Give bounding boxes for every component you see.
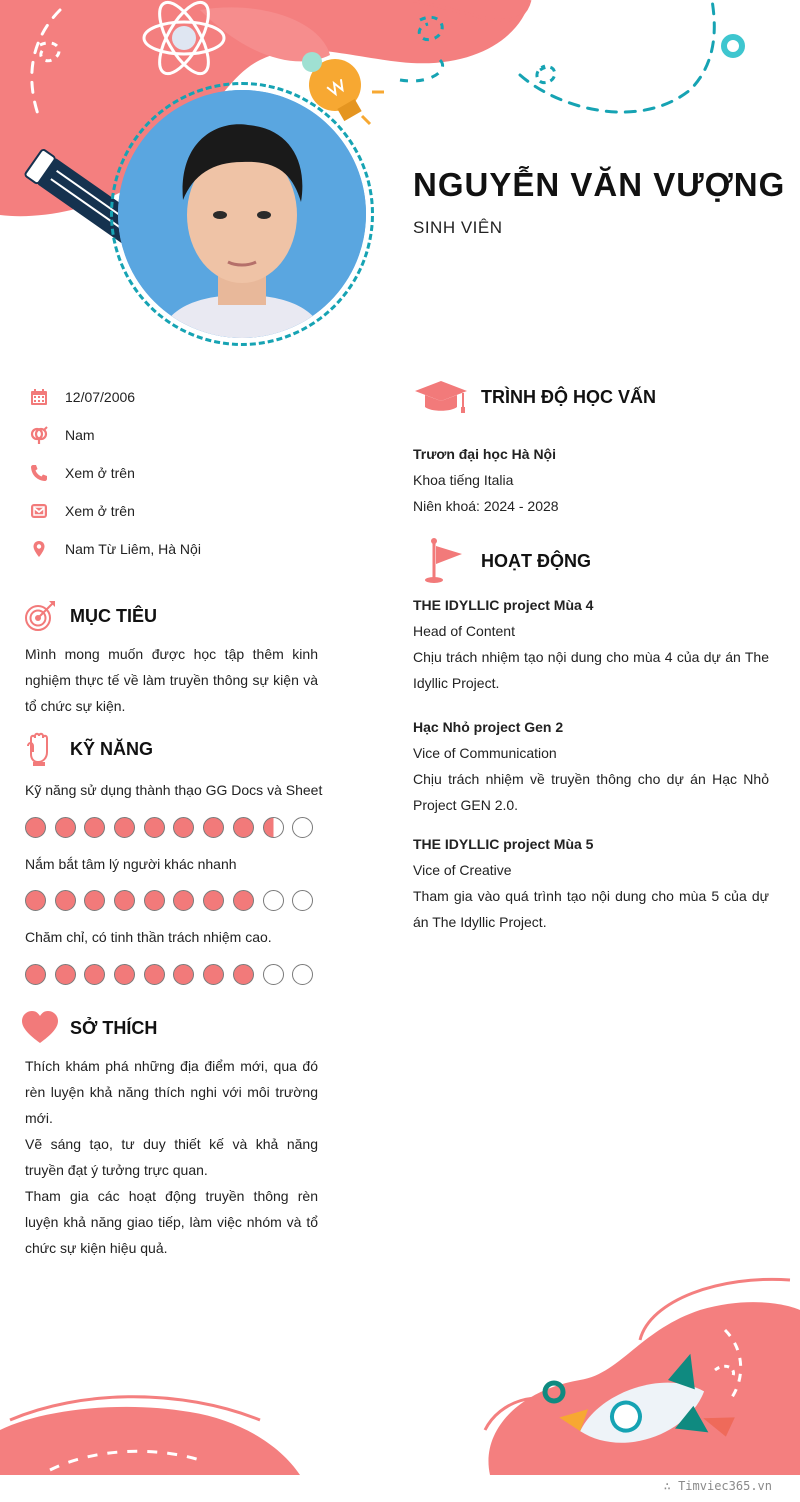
rating-dot — [203, 890, 224, 911]
activity-description: Chịu trách nhiệm về truyền thông cho dự án Hạc Nhỏ Project GEN 2.0. — [413, 771, 769, 813]
skill-label: Chăm chỉ, có tinh thần trách nhiệm cao. — [25, 929, 272, 945]
gender-icon — [28, 424, 50, 446]
section-title: HOẠT ĐỘNG — [481, 550, 591, 571]
education-years: Niên khoá: 2024 - 2028 — [413, 498, 559, 514]
section-title: TRÌNH ĐỘ HỌC VẤN — [481, 386, 656, 407]
rating-dot — [173, 964, 194, 985]
calendar-icon — [28, 386, 50, 408]
rating-dot — [144, 817, 165, 838]
activity-title: Hạc Nhỏ project Gen 2 — [413, 719, 564, 735]
skill-rating — [25, 890, 322, 911]
hobbies-section-header — [20, 1008, 157, 1048]
fist-icon — [20, 729, 60, 769]
rating-dot — [233, 964, 254, 985]
avatar — [118, 90, 366, 338]
education-school: Trươn đại học Hà Nội — [413, 446, 556, 462]
rating-dot — [173, 890, 194, 911]
footer-decoration — [0, 1270, 800, 1480]
rating-dot — [292, 964, 313, 985]
rating-dot — [292, 817, 313, 838]
skills-section-header — [20, 729, 153, 769]
rating-dot — [114, 890, 135, 911]
section-title: MỤC TIÊU — [70, 605, 157, 626]
skill-rating — [25, 817, 322, 838]
activity-title: THE IDYLLIC project Mùa 4 — [413, 597, 594, 613]
rating-dot — [203, 964, 224, 985]
contact-text: Xem ở trên — [65, 465, 135, 481]
contact-text: Nam — [65, 427, 95, 443]
location-icon — [28, 538, 50, 560]
hobby-item: Vẽ sáng tạo, tư duy thiết kế và khả năng truyền đạt ý tưởng trực quan. — [25, 1136, 318, 1178]
rating-dot — [114, 817, 135, 838]
activity-role: Head of Content — [413, 623, 515, 639]
graduation-cap-icon — [413, 377, 469, 417]
heart-icon — [20, 1008, 60, 1048]
candidate-title: SINH VIÊN — [413, 218, 503, 237]
objective-text: Mình mong muốn được học tập thêm kinh nghiệm thực tế về làm truyền thông sự kiện và tổ chức sự kiện. — [25, 646, 318, 714]
rating-dot — [263, 890, 284, 911]
rating-dot — [55, 817, 76, 838]
rating-dot — [144, 890, 165, 911]
portrait-illustration — [118, 90, 366, 338]
contact-text: 12/07/2006 — [65, 389, 136, 405]
rating-dot — [84, 964, 105, 985]
target-icon — [20, 596, 60, 636]
candidate-name: NGUYỄN VĂN VƯỢNG — [413, 166, 786, 203]
contact-phone — [28, 461, 328, 485]
activity-item — [413, 831, 769, 935]
watermark-text: Timviec365.vn — [678, 1479, 772, 1493]
rating-dot — [292, 890, 313, 911]
rating-dot — [55, 890, 76, 911]
contact-text: Xem ở trên — [65, 503, 135, 519]
activity-item — [413, 592, 769, 696]
skill-label: Nắm bắt tâm lý người khác nhanh — [25, 856, 237, 872]
objective-section-header — [20, 596, 157, 636]
activity-role: Vice of Communication — [413, 745, 557, 761]
contact-location — [28, 537, 328, 561]
email-icon — [28, 500, 50, 522]
rating-dot — [84, 817, 105, 838]
rating-dot — [203, 817, 224, 838]
rating-dot — [55, 964, 76, 985]
rating-dot — [25, 890, 46, 911]
hobby-item: Thích khám phá những địa điểm mới, qua đó rèn luyện khả năng thích nghi với môi trường mới. — [25, 1058, 318, 1126]
rating-dot — [263, 964, 284, 985]
rating-dot — [25, 817, 46, 838]
skill-label: Kỹ năng sử dụng thành thạo GG Docs và Sheet — [25, 782, 323, 798]
rating-dot — [173, 817, 194, 838]
watermark — [664, 1479, 772, 1493]
contact-gender — [28, 423, 328, 447]
section-title: KỸ NĂNG — [70, 738, 154, 759]
rating-dot — [114, 964, 135, 985]
activity-title: THE IDYLLIC project Mùa 5 — [413, 836, 594, 852]
rating-dot — [233, 817, 254, 838]
activity-role: Vice of Creative — [413, 862, 512, 878]
logo-dots-icon: ∴ — [663, 1479, 679, 1493]
rating-dot — [84, 890, 105, 911]
hobby-item: Tham gia các hoạt động truyền thông rèn luyện khả năng giao tiếp, làm việc nhóm và tổ chức sự kiện hiệu quả. — [25, 1188, 318, 1256]
activities-section-header — [413, 538, 591, 584]
education-details — [413, 441, 769, 519]
activity-item — [413, 714, 769, 818]
contact-email — [28, 499, 328, 523]
skill-rating — [25, 964, 322, 985]
rating-dot — [25, 964, 46, 985]
rating-dot — [233, 890, 254, 911]
contact-birthday — [28, 385, 328, 409]
section-title: SỞ THÍCH — [70, 1017, 158, 1038]
education-section-header — [413, 377, 656, 417]
rating-dot — [263, 817, 284, 838]
phone-icon — [28, 462, 50, 484]
hobbies-list — [25, 1053, 318, 1261]
education-faculty: Khoa tiếng Italia — [413, 472, 514, 488]
flag-icon — [413, 538, 469, 584]
contact-text: Nam Từ Liêm, Hà Nội — [65, 541, 201, 557]
activity-description: Chịu trách nhiệm tạo nội dung cho mùa 4 của dự án The Idyllic Project. — [413, 649, 769, 691]
rating-dot — [144, 964, 165, 985]
activity-description: Tham gia vào quá trình tạo nội dung cho mùa 5 của dự án The Idyllic Project. — [413, 888, 769, 930]
